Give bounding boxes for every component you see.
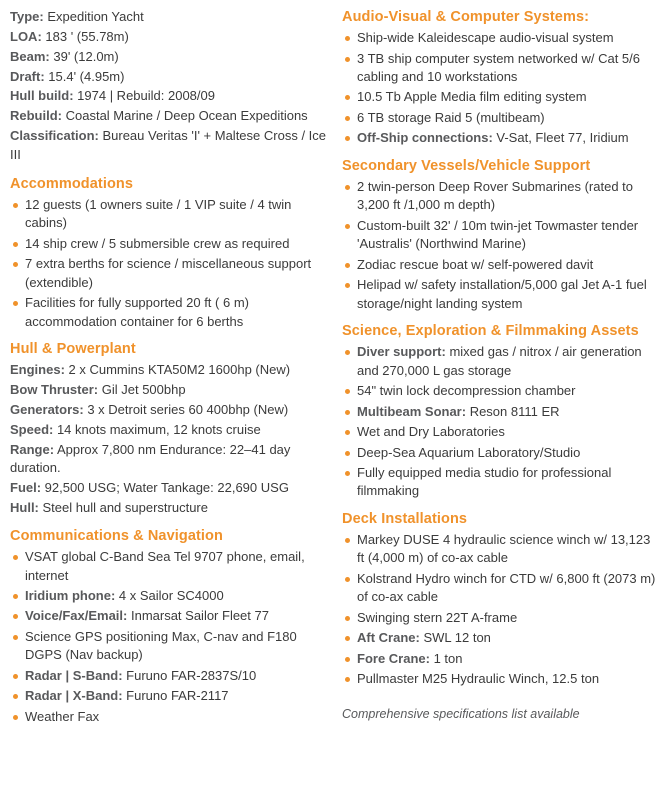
spec-value: Expedition Yacht xyxy=(43,9,144,24)
spec-value: 183 ' (55.78m) xyxy=(41,28,129,44)
list-item xyxy=(342,382,660,400)
list-item xyxy=(10,628,328,665)
bullet-list xyxy=(342,29,660,148)
list-item xyxy=(10,708,328,726)
spec-line xyxy=(10,361,328,380)
spec-value: Steel hull and superstructure xyxy=(38,500,208,516)
item-text: Fully equipped media studio for professional filmmaking xyxy=(357,464,612,499)
left-sections xyxy=(10,175,328,726)
list-item xyxy=(10,255,328,292)
section-title: Secondary Vessels/Vehicle Support xyxy=(342,157,591,174)
item-text: VSAT global C-Band Sea Tel 9707 phone, email, internet xyxy=(25,549,305,583)
bullet-list xyxy=(342,531,660,689)
spec-line xyxy=(10,499,328,518)
list-item xyxy=(342,256,660,274)
list-item xyxy=(342,178,660,215)
spec-line xyxy=(10,479,328,498)
spec-section xyxy=(10,527,328,726)
item-text: Deep-Sea Aquarium Laboratory/Studio xyxy=(357,444,581,460)
spec-line-list xyxy=(10,361,328,518)
list-item xyxy=(342,650,660,668)
spec-line xyxy=(10,107,328,126)
item-label: Off-Ship connections: xyxy=(357,130,493,146)
spec-section xyxy=(342,157,660,313)
item-text: 3 TB ship computer system networked w/ Cat 5/6 cabling and 10 workstations xyxy=(357,50,640,85)
section-title: Audio-Visual & Computer Systems: xyxy=(342,9,590,25)
item-label: Fore Crane: xyxy=(357,650,430,666)
left-column xyxy=(10,8,328,788)
list-item xyxy=(342,670,660,688)
item-label: Iridium phone: xyxy=(25,587,116,603)
spec-value: 92,500 USG; Water Tankage: 22,690 USG xyxy=(41,480,289,496)
item-text: 6 TB storage Raid 5 (multibeam) xyxy=(357,109,545,125)
spec-label: Rebuild: xyxy=(10,108,62,124)
spec-value: 15.4' (4.95m) xyxy=(44,68,125,84)
spec-line xyxy=(10,28,328,47)
list-item xyxy=(10,235,328,253)
list-item xyxy=(10,587,328,605)
section-title: Communications & Navigation xyxy=(10,527,223,544)
list-item xyxy=(342,629,660,647)
spec-label: Speed: xyxy=(10,421,54,437)
item-text: 14 ship crew / 5 submersible crew as required xyxy=(25,235,290,251)
item-label: Voice/Fax/Email: xyxy=(25,608,128,624)
section-title: Hull & Powerplant xyxy=(10,341,136,358)
spec-line xyxy=(10,127,328,165)
list-item xyxy=(342,217,660,254)
list-item xyxy=(342,423,660,441)
list-item xyxy=(342,129,660,147)
item-text: Facilities for fully supported 20 ft ( 6 m) accommodation container for 6 berths xyxy=(25,295,249,329)
item-label: Multibeam Sonar: xyxy=(357,403,467,419)
item-text: Science GPS positioning Max, C-nav and F180 DGPS (Nav backup) xyxy=(25,628,297,663)
spec-value: 39' (12.0m) xyxy=(49,48,119,64)
list-item xyxy=(342,444,660,462)
spec-label: Hull build: xyxy=(10,88,74,104)
spec-label: Range: xyxy=(10,441,55,457)
item-text: Pullmaster M25 Hydraulic Winch, 12.5 ton xyxy=(357,671,600,687)
list-item xyxy=(10,687,328,705)
list-item xyxy=(342,609,660,627)
list-item xyxy=(342,109,660,127)
spec-label: Classification: xyxy=(10,128,99,144)
spec-label: LOA: xyxy=(10,28,42,44)
spec-section xyxy=(10,175,328,331)
item-text: mixed gas / nitrox / air generation and 270,000 L gas storage xyxy=(357,344,642,378)
item-text: V-Sat, Fleet 77, Iridium xyxy=(492,130,629,146)
item-text: 10.5 Tb Apple Media film editing system xyxy=(357,89,587,105)
spec-value: 2 x Cummins KTA50M2 1600hp (New) xyxy=(64,362,291,378)
spec-label: Beam: xyxy=(10,48,50,64)
list-item xyxy=(342,570,660,607)
spec-section xyxy=(342,8,660,148)
right-column xyxy=(342,8,660,788)
spec-line xyxy=(10,87,328,106)
spec-label: Type: xyxy=(10,9,44,24)
spec-section xyxy=(342,510,660,689)
spec-value: Gil Jet 500bhp xyxy=(98,382,186,398)
item-label: Aft Crane: xyxy=(357,630,420,646)
item-label: Radar | S-Band: xyxy=(25,667,123,683)
section-title: Science, Exploration & Filmmaking Assets xyxy=(342,323,639,340)
spec-label: Bow Thruster: xyxy=(10,382,99,398)
item-text: 1 ton xyxy=(429,650,463,666)
list-item xyxy=(10,294,328,331)
item-text: 54" twin lock decompression chamber xyxy=(357,383,576,399)
item-text: Kolstrand Hydro winch for CTD w/ 6,800 ft (2073 m) of co-ax cable xyxy=(357,570,656,605)
item-text: Helipad w/ safety installation/5,000 gal Jet A-1 fuel storage/night landing system xyxy=(357,277,647,311)
spec-line xyxy=(10,401,328,420)
spec-value: Coastal Marine / Deep Ocean Expeditions xyxy=(62,108,308,124)
list-item xyxy=(342,29,660,47)
spec-label: Hull: xyxy=(10,500,39,516)
bullet-list xyxy=(342,178,660,313)
item-label: Diver support: xyxy=(357,344,446,360)
list-item xyxy=(342,464,660,501)
item-text: Ship-wide Kaleidescape audio-visual system xyxy=(357,30,614,46)
item-text: Markey DUSE 4 hydraulic science winch w/ 13,123 ft (4,000 m) of co-ax cable xyxy=(357,532,651,566)
bullet-list xyxy=(342,343,660,501)
spec-label: Draft: xyxy=(10,68,45,84)
list-item xyxy=(342,276,660,313)
list-item xyxy=(342,531,660,568)
footnote: Comprehensive specifications list available xyxy=(342,706,580,721)
spec-line xyxy=(10,48,328,67)
list-item xyxy=(342,403,660,421)
spec-value: 3 x Detroit series 60 400bhp (New) xyxy=(83,401,289,417)
item-text: Swinging stern 22T A-frame xyxy=(357,609,518,625)
item-text: Reson 8111 ER xyxy=(466,403,560,419)
spec-line xyxy=(10,68,328,87)
list-item xyxy=(342,88,660,106)
item-text: Furuno FAR-2117 xyxy=(122,688,229,704)
bullet-list xyxy=(10,548,328,726)
bullet-list xyxy=(10,196,328,331)
list-item xyxy=(342,50,660,87)
spec-value: 1974 | Rebuild: 2008/09 xyxy=(73,88,215,104)
right-sections xyxy=(342,8,660,689)
spec-value: Bureau Veritas 'I' + Maltese Cross / Ice III xyxy=(10,128,327,162)
item-text: 2 twin-person Deep Rover Submarines (rated to 3,200 ft /1,000 m depth) xyxy=(357,178,634,213)
list-item xyxy=(10,607,328,625)
list-item xyxy=(10,196,328,233)
item-text: Inmarsat Sailor Fleet 77 xyxy=(127,608,269,624)
vessel-specs-block xyxy=(10,8,328,165)
spec-line xyxy=(10,8,328,27)
list-item xyxy=(10,548,328,585)
section-title: Accommodations xyxy=(10,175,134,192)
spec-line xyxy=(10,381,328,400)
spec-section xyxy=(342,322,660,501)
spec-value: Approx 7,800 nm Endurance: 22–41 day duration. xyxy=(10,441,291,476)
item-text: Weather Fax xyxy=(25,708,100,724)
item-text: SWL 12 ton xyxy=(419,630,491,646)
list-item xyxy=(10,667,328,685)
vessel-specs-list xyxy=(10,8,328,165)
item-text: Custom-built 32' / 10m twin-jet Towmaster tender 'Australis' (Northwind Marine) xyxy=(357,217,639,252)
spec-value: 14 knots maximum, 12 knots cruise xyxy=(53,421,261,437)
spec-label: Fuel: xyxy=(10,480,42,496)
section-title: Deck Installations xyxy=(342,510,468,527)
item-text: 7 extra berths for science / miscellaneous support (extendible) xyxy=(25,256,312,290)
spec-label: Engines: xyxy=(10,362,65,378)
item-text: Zodiac rescue boat w/ self-powered davit xyxy=(357,256,594,272)
spec-label: Generators: xyxy=(10,401,84,417)
spec-section xyxy=(10,340,328,518)
list-item xyxy=(342,343,660,380)
item-text: 12 guests (1 owners suite / 1 VIP suite / 4 twin cabins) xyxy=(25,196,292,231)
spec-line xyxy=(10,421,328,440)
item-text: Furuno FAR-2837S/10 xyxy=(122,667,257,683)
item-text: Wet and Dry Laboratories xyxy=(357,424,505,440)
item-label: Radar | X-Band: xyxy=(25,688,123,704)
item-text: 4 x Sailor SC4000 xyxy=(115,587,224,603)
spec-line xyxy=(10,441,328,479)
